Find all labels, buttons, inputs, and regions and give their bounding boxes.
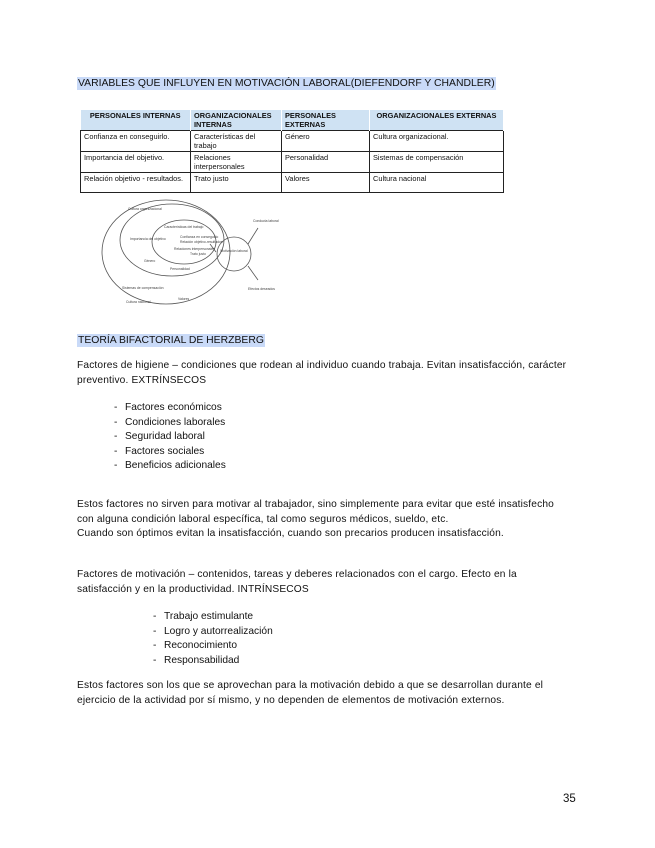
- text-line: preventivo. EXTRÍNSECOS: [77, 374, 207, 386]
- table-cell: Cultura organizacional.: [370, 131, 504, 152]
- hygiene-factors-list: [114, 401, 226, 474]
- text-line: Estos factores son los que se aprovechan para la motivación debido a que se desarrollan durante el: [77, 680, 544, 691]
- list-item: - Seguridad laboral: [114, 430, 226, 445]
- table-cell: Sistemas de compensación: [370, 152, 504, 173]
- diagram-label: Personalidad: [170, 267, 190, 271]
- text-line: Estos factores no sirven para motivar al trabajador, sino simplemente para evitar que esté insatisfecho: [77, 499, 554, 510]
- variables-table: [80, 110, 504, 193]
- text-line: satisfacción y en la productividad. INTRÍNSECOS: [77, 583, 309, 595]
- table-cell: Cultura nacional: [370, 173, 504, 193]
- header-personales-internas: PERSONALES INTERNAS: [81, 110, 191, 131]
- table-cell: Trato justo: [191, 173, 282, 193]
- hygiene-note: [77, 498, 587, 542]
- table-cell: Importancia del objetivo.: [81, 152, 191, 173]
- table-cell: Características del trabajo: [191, 131, 282, 152]
- diagram-label: Sistemas de compensación: [122, 286, 164, 290]
- table-cell: Confianza en conseguirlo.: [81, 131, 191, 152]
- header-personales-externas: PERSONALES EXTERNAS: [282, 110, 370, 131]
- list-item: - Responsabilidad: [153, 654, 273, 669]
- diagram-center-label: Motivación laboral: [220, 249, 248, 253]
- diagram-label: Valores: [178, 297, 190, 301]
- list-item: - Logro y autorrealización: [153, 625, 273, 640]
- list-item: - Factores económicos: [114, 401, 226, 416]
- text-line: Factores de higiene – condiciones que rodean al individuo cuando trabaja. Evitan insatisfacción, carácter: [77, 360, 567, 371]
- diagram-label: Relaciones interpersonales: [174, 247, 215, 251]
- diagram-label: Cultura organizacional: [128, 207, 162, 211]
- diagram-label: Relación objetivo-resultados: [180, 240, 223, 244]
- page-number: 35: [563, 793, 576, 805]
- text-line: Factores de motivación – contenidos, tareas y deberes relacionados con el cargo. Efecto en la: [77, 569, 517, 580]
- table-cell: Relaciones interpersonales: [191, 152, 282, 173]
- hygiene-intro: [77, 359, 587, 388]
- diagram-label: Cultura nacional: [126, 300, 151, 304]
- table-cell: Relación objetivo - resultados.: [81, 173, 191, 193]
- text-line: con alguna condición laboral específica, tal como seguros médicos, sueldo, etc.: [77, 513, 449, 525]
- diagram-label: Conducta laboral: [253, 219, 279, 223]
- motivation-factors-list: [153, 610, 273, 668]
- motivation-note: [77, 679, 587, 708]
- table-cell: Valores: [282, 173, 370, 193]
- herzberg-heading: TEORÍA BIFACTORIAL DE HERZBERG: [78, 335, 264, 346]
- diagram-label: Efectos deseados: [248, 287, 275, 291]
- header-organizacionales-externas: ORGANIZACIONALES EXTERNAS: [370, 110, 504, 131]
- table-cell: Personalidad: [282, 152, 370, 173]
- list-item: - Trabajo estimulante: [153, 610, 273, 625]
- list-item: - Condiciones laborales: [114, 416, 226, 431]
- diagram-label: Confianza en conseguirlo: [180, 235, 219, 239]
- table-row: [81, 173, 504, 193]
- motivation-intro: [77, 568, 587, 597]
- list-item: - Factores sociales: [114, 445, 226, 460]
- list-item: - Reconocimiento: [153, 639, 273, 654]
- diagram-label: Trato justo: [190, 252, 206, 256]
- diagram-label: Importancia del objetivo: [130, 237, 166, 241]
- table-header-row: [81, 110, 504, 131]
- motivation-variables-diagram: [98, 192, 279, 310]
- table-cell: Género: [282, 131, 370, 152]
- variables-heading: VARIABLES QUE INFLUYEN EN MOTIVACIÓN LABORAL(DIEFENDORF Y CHANDLER): [78, 78, 495, 89]
- header-organizacionales-internas: ORGANIZACIONALES INTERNAS: [191, 110, 282, 131]
- diagram-label: Características del trabajo: [164, 225, 204, 229]
- table-row: [81, 131, 504, 152]
- list-item: - Beneficios adicionales: [114, 459, 226, 474]
- diagram-label: Género: [144, 259, 156, 263]
- text-line: Cuando son óptimos evitan la insatisfacción, cuando son precarios producen insatisfacción.: [77, 528, 504, 539]
- text-line: ejercicio de la actividad por sí mismo, y no dependen de elementos de motivación externos.: [77, 694, 505, 706]
- table-row: [81, 152, 504, 173]
